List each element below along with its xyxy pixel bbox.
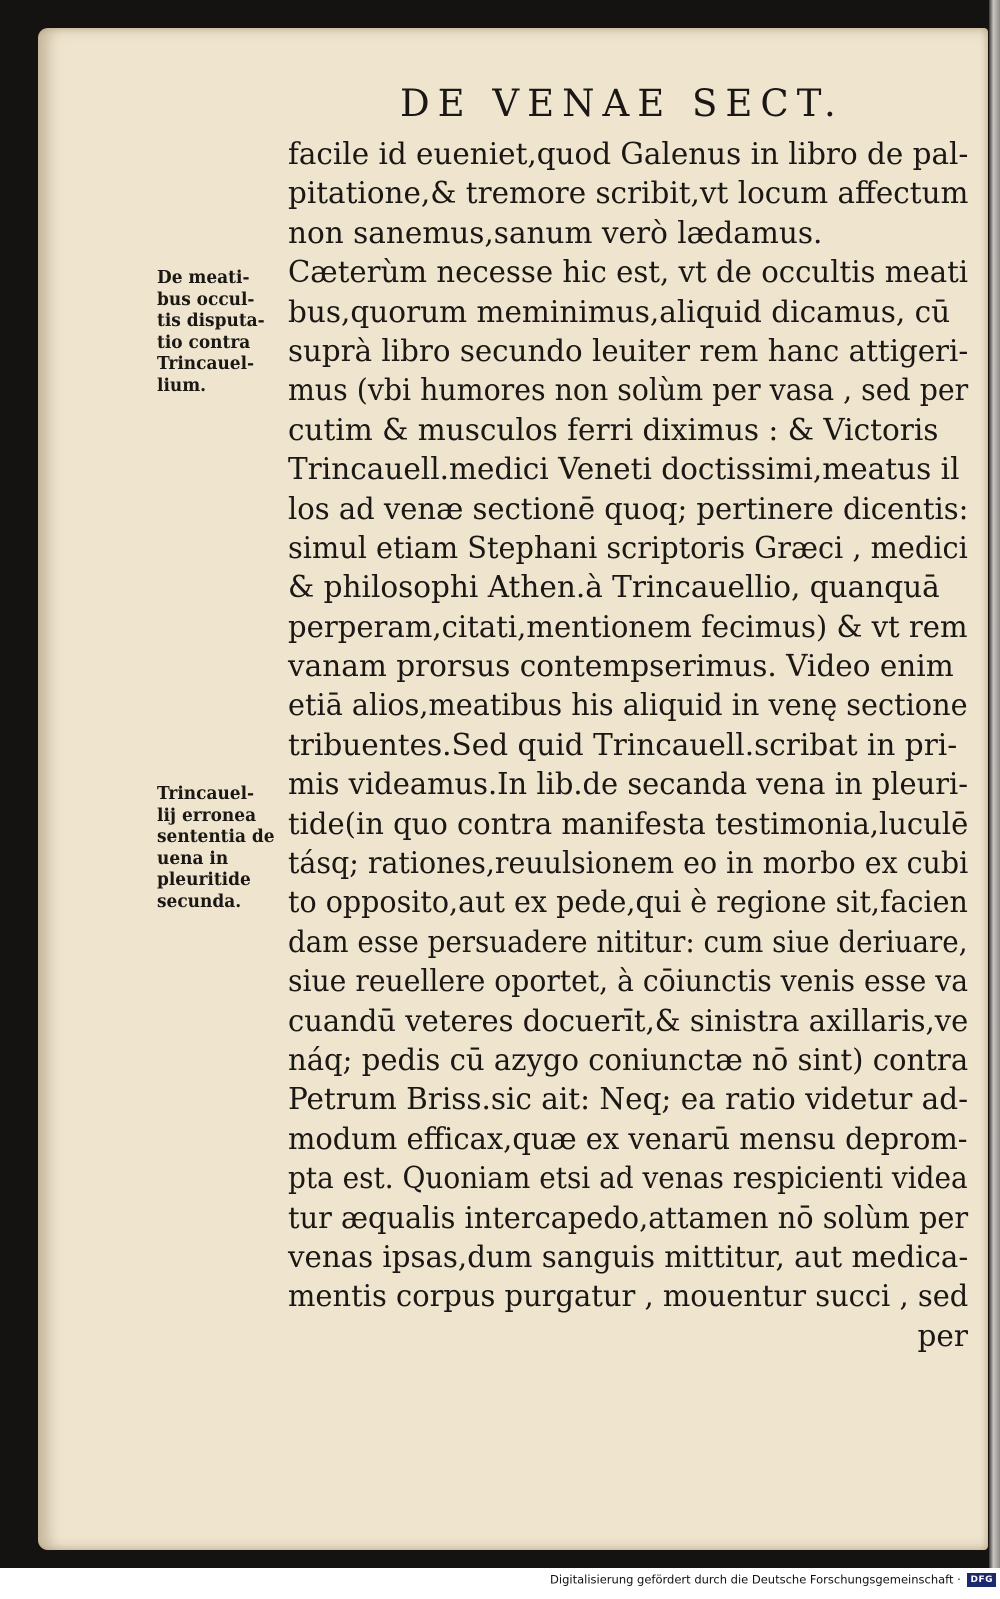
marginal-note-line: lij erronea	[157, 805, 257, 826]
marginal-note-line: Trincauel-	[157, 354, 255, 375]
text-line: mus (vbi humores non solùm per vasa , sed per	[288, 373, 969, 408]
text-line: vanam prorsus contempserimus. Video enim	[288, 649, 954, 684]
text-line: náq; pedis cū azygo coniunctæ nō sint) contra	[288, 1042, 969, 1077]
text-line: etiā alios,meatibus his aliquid in venę sectione	[288, 688, 968, 723]
text-line: mis videamus.In lib.de secanda vena in pleuri-	[288, 767, 969, 802]
text-line: tur æqualis intercapedo,attamen nō solùm per	[288, 1200, 969, 1235]
text-line: & philosophi Athen.à Trincauellio, quanquā	[288, 570, 940, 605]
catchword: per	[917, 1318, 968, 1353]
text-line: siue reuellere oportet, à cōiunctis venis esse va	[288, 964, 969, 999]
dfg-logo-icon: DFG	[967, 1573, 996, 1587]
running-head: DE VENAE SECT.	[400, 82, 844, 125]
marginal-note-line: Trincauel-	[157, 784, 255, 804]
text-line: pitatione,& tremore scribit,vt locum affectum	[288, 176, 969, 211]
marginal-note-line: tio contra	[157, 332, 251, 353]
marginal-note-line: pleuritide	[157, 870, 251, 891]
scan-edge	[989, 0, 1000, 1568]
text-line: venas ipsas,dum sanguis mittitur, aut medica-	[288, 1239, 969, 1274]
text-line: facile id eueniet,quod Galenus in libro de pal-	[288, 137, 969, 171]
text-line: to opposito,aut ex pede,qui è regione sit,facien	[288, 885, 968, 920]
credit-separator: ·	[953, 1572, 965, 1587]
credit-text: Digitalisierung gefördert durch die Deutsche Forschungsgemeinschaft	[550, 1572, 954, 1587]
text-line: bus,quorum meminimus,aliquid dicamus, cū	[288, 294, 951, 329]
marginal-note-line: De meati-	[157, 268, 250, 288]
text-line: mentis corpus purgatur , mouentur succi , sed	[288, 1279, 969, 1314]
text-line: dam esse persuadere nititur: cum siue deriuare,	[288, 924, 968, 959]
digitization-credit	[0, 1572, 1000, 1596]
marginal-note-line: tis disputa-	[157, 311, 265, 332]
text-line: non sanemus,sanum verò lædamus.	[288, 215, 823, 250]
text-line: tribuentes.Sed quid Trincauell.scribat in pri-	[288, 727, 958, 762]
text-line: cutim & musculos ferri diximus : & Victoris	[288, 412, 939, 447]
text-line: modum efficax,quæ ex venarū mensu deprom-	[288, 1121, 968, 1156]
text-line: Petrum Briss.sic ait: Neq; ea ratio videtur ad-	[288, 1082, 969, 1117]
text-line: Trincauell.medici Veneti doctissimi,meatus il	[288, 452, 960, 487]
text-line: tásq; rationes,reuulsionem eo in morbo ex cubi	[288, 846, 969, 881]
marginal-note-line: lium.	[157, 375, 207, 396]
text-line: los ad venæ sectionē quoq; pertinere dicentis:	[288, 491, 969, 526]
text-line: suprà libro secundo leuiter rem hanc attigeri-	[288, 333, 969, 368]
text-line: simul etiam Stephani scriptoris Græci , medici	[288, 530, 968, 565]
marginal-note	[157, 268, 289, 398]
marginal-note-line: bus occul-	[157, 289, 255, 310]
marginal-note-line: uena in	[157, 848, 229, 869]
text-line: pta est. Quoniam etsi ad venas respicienti videa	[288, 1161, 968, 1196]
main-text	[288, 135, 968, 1356]
text-line: cuandū veteres docuerīt,& sinistra axillaris,ve	[288, 1003, 969, 1038]
marginal-note-line: secunda.	[157, 891, 242, 912]
marginal-note-line: sententia de	[157, 827, 275, 848]
text-line: perperam,citati,mentionem fecimus) & vt rem	[288, 609, 968, 644]
marginal-note	[157, 784, 289, 914]
text-line: Cæterùm necesse hic est, vt de occultis meati	[288, 255, 969, 290]
text-line: tide(in quo contra manifesta testimonia,luculē	[288, 806, 969, 841]
